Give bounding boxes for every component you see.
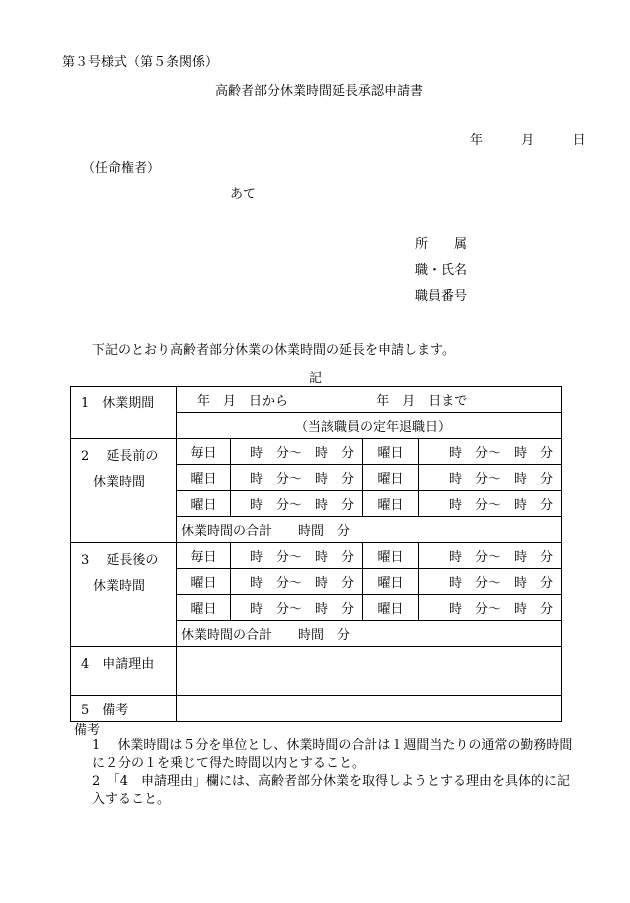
after-day2-1[interactable]: 曜日 xyxy=(363,569,419,595)
before-row xyxy=(71,439,562,465)
before-day2-1[interactable]: 曜日 xyxy=(363,465,419,491)
period-label: 1 休業期間 xyxy=(71,387,177,439)
after-day2-0[interactable]: 曜日 xyxy=(363,543,419,569)
before-time2-0[interactable]: 時 分〜 時 分 xyxy=(419,439,562,465)
period-from[interactable]: 年 月 日から xyxy=(197,394,289,409)
before-time1-2[interactable]: 時 分〜 時 分 xyxy=(231,491,363,517)
position-name-label: 職・氏名 xyxy=(415,263,468,278)
reason-label: 4 申請理由 xyxy=(71,647,177,696)
period-note: （当該職員の定年退職日） xyxy=(177,413,562,439)
before-label-line2: 休業時間 xyxy=(93,475,146,490)
after-time2-2[interactable]: 時 分〜 時 分 xyxy=(419,595,562,621)
form-number: 第３号様式（第５条関係） xyxy=(62,55,219,70)
reason-field[interactable] xyxy=(177,647,562,696)
appointer-label: （任命権者） xyxy=(82,161,161,176)
date-month: 月 xyxy=(521,133,535,148)
after-day2-2[interactable]: 曜日 xyxy=(363,595,419,621)
after-time1-2[interactable]: 時 分〜 時 分 xyxy=(231,595,363,621)
after-label xyxy=(71,543,177,647)
after-day1-1[interactable]: 曜日 xyxy=(177,569,231,595)
before-label-line1: 2 延長前の xyxy=(81,449,159,464)
date-year: 年 xyxy=(470,133,484,148)
after-row xyxy=(71,543,562,569)
period-row xyxy=(71,387,562,413)
application-table xyxy=(70,386,562,722)
after-time2-0[interactable]: 時 分〜 時 分 xyxy=(419,543,562,569)
before-day1-2[interactable]: 曜日 xyxy=(177,491,231,517)
before-time2-2[interactable]: 時 分〜 時 分 xyxy=(419,491,562,517)
intro-text: 下記のとおり高齢者部分休業の休業時間の延長を申請します。 xyxy=(92,343,455,358)
remarks-label: 5 備考 xyxy=(71,696,177,722)
period-to[interactable]: 年 月 日まで xyxy=(376,394,468,409)
after-total[interactable]: 休業時間の合計 時間 分 xyxy=(177,621,562,647)
before-time1-0[interactable]: 時 分〜 時 分 xyxy=(231,439,363,465)
date-line xyxy=(470,129,586,148)
note-item-1: 1 休業時間は５分を単位とし、休業時間の合計は１週間当たりの通常の勤務時間に２分の１を乗じて得た時間以内とすること。 xyxy=(92,738,573,771)
before-label xyxy=(71,439,177,543)
remarks-field[interactable] xyxy=(177,696,562,722)
before-time2-1[interactable]: 時 分〜 時 分 xyxy=(419,465,562,491)
before-time1-1[interactable]: 時 分〜 時 分 xyxy=(231,465,363,491)
before-total[interactable]: 休業時間の合計 時間 分 xyxy=(177,517,562,543)
after-time1-0[interactable]: 時 分〜 時 分 xyxy=(231,543,363,569)
after-label-line2: 休業時間 xyxy=(93,579,146,594)
before-day1-0[interactable]: 毎日 xyxy=(177,439,231,465)
ki-label: 記 xyxy=(309,371,323,386)
document-title: 高齢者部分休業時間延長承認申請書 xyxy=(215,84,424,99)
date-day: 日 xyxy=(572,133,586,148)
before-day1-1[interactable]: 曜日 xyxy=(177,465,231,491)
after-day1-0[interactable]: 毎日 xyxy=(177,543,231,569)
addressee-label: あて xyxy=(230,187,257,202)
after-label-line1: 3 延長後の xyxy=(81,553,159,568)
after-time1-1[interactable]: 時 分〜 時 分 xyxy=(231,569,363,595)
period-dates xyxy=(177,387,562,413)
after-time2-1[interactable]: 時 分〜 時 分 xyxy=(419,569,562,595)
staff-number-label: 職員番号 xyxy=(415,289,468,304)
after-day1-2[interactable]: 曜日 xyxy=(177,595,231,621)
affiliation-label: 所 属 xyxy=(415,237,468,252)
notes-heading: 備考 xyxy=(74,723,101,738)
before-day2-0[interactable]: 曜日 xyxy=(363,439,419,465)
before-day2-2[interactable]: 曜日 xyxy=(363,491,419,517)
note-item-2: 2 「4 申請理由」欄には、高齢者部分休業を取得しようとする理由を具体的に記入すること。 xyxy=(92,774,571,807)
